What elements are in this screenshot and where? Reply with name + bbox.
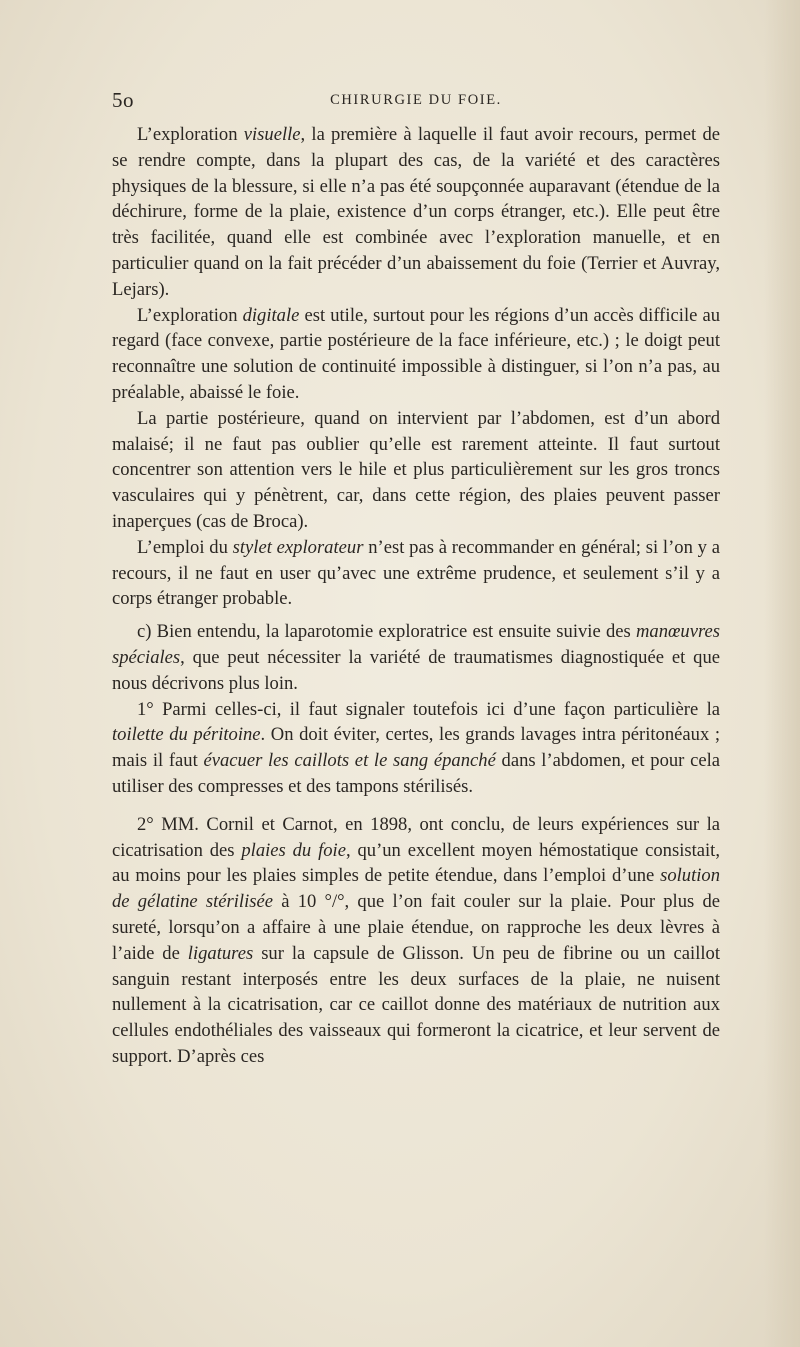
text-run: , la première à laquelle il faut avoir recours, permet de se rendre compte, dans la plupart des cas, de la variété et des caractères physiques de la blessure, si elle n’a pas été soupçonnée auparavant (étendue de la déchirure, forme de la plaie, existence d’un corps étranger, etc.). Elle peut être très facilitée, quand elle est combinée avec l’exploration manuelle, et en particulier quand on la fait précéder d’un abaissement du foie (Terrier et Auvray, Lejars). bbox=[112, 124, 720, 300]
text-run: n’est pas à recommander en général; si l’on y a recours, il ne faut en user qu’avec une extrême prudence, et seulement s’il y a corps étranger probable. bbox=[112, 536, 721, 610]
italic-term: toilette du péritoine bbox=[112, 724, 261, 746]
text-run: sur la capsule de Glisson. Un peu de fibrine ou un caillot sanguin restant interposés entre les deux surfaces de la plaie, ne nuisent nullement à la cicatrisation, car ce caillot donne des matériaux de nutrition aux cellules endothéliales des vaisseaux qui formeront la cicatrice, et leur servent de support. D’après ces bbox=[112, 942, 720, 1067]
text-run: est utile, surtout pour les régions d’un accès difficile au regard (face convexe, partie postérieure de la face inférieure, etc.) ; le doigt peut reconnaître une solution de continuité impossible à distinguer, si l’on n’a pas, au préalable, abaissé le foie. bbox=[112, 304, 720, 403]
text-run: L’emploi du bbox=[137, 536, 233, 558]
text-run: L’exploration bbox=[137, 124, 244, 145]
italic-term: visuelle bbox=[243, 124, 301, 145]
body-text bbox=[112, 122, 720, 1070]
text-run: 1° Parmi celles-ci, il faut signaler toutefois ici d’une façon particulière la bbox=[137, 698, 720, 720]
paragraph bbox=[112, 122, 720, 303]
text-run: dans l’abdomen, et pour cela utiliser des compresses et des tampons stérilisés. bbox=[112, 750, 720, 797]
page-number: 5o bbox=[112, 88, 134, 112]
italic-term: digitale bbox=[242, 304, 300, 326]
text-run: à 10 °/°, que l’on fait couler sur la plaie. Pour plus de sureté, lorsqu’on a affaire à une plaie étendue, on rapproche les deux lèvres à l’aide de bbox=[112, 891, 721, 964]
paragraph bbox=[112, 406, 720, 535]
text-run: 2° MM. Cornil et Carnot, en 1898, ont conclu, de leurs expériences sur la cicatrisation des bbox=[112, 813, 720, 861]
text-run: . On doit éviter, certes, les grands lavages intra péritonéaux ; mais il faut bbox=[112, 724, 720, 772]
text-run: c) Bien entendu, la laparotomie exploratrice est ensuite suivie des bbox=[137, 621, 636, 643]
paragraph bbox=[112, 812, 720, 1070]
italic-term: stylet explorateur bbox=[232, 536, 364, 558]
page-edge-shadow bbox=[764, 0, 800, 1347]
text-run: La partie postérieure, quand on intervient par l’abdomen, est d’un abord malaisé; il ne faut pas oublier qu’elle est rarement atteinte. Il faut surtout concentrer son attention vers le hile et plus particulièrement sur les gros troncs vasculaires qui y pénètrent, car, dans cette région, des plaies peuvent passer inaperçues (cas de Broca). bbox=[112, 407, 720, 532]
page-header bbox=[112, 88, 720, 114]
italic-term: manœuvres spéciales bbox=[112, 621, 720, 668]
paragraph bbox=[112, 303, 720, 406]
paragraph bbox=[112, 697, 720, 800]
italic-term: ligatures bbox=[187, 942, 254, 964]
italic-term: évacuer les caillots et le sang épanché bbox=[203, 750, 496, 772]
paragraph bbox=[112, 535, 720, 612]
running-title: CHIRURGIE DU FOIE. bbox=[330, 92, 502, 108]
text-run: , qu’un excellent moyen hémostatique consistait, au moins pour les plaies simples de petite étendue, dans l’emploi d’une bbox=[112, 839, 720, 887]
text-run: L’exploration bbox=[137, 304, 243, 326]
italic-term: plaies du foie bbox=[241, 839, 346, 861]
paragraph bbox=[112, 619, 720, 696]
italic-term: solution de gélatine stérilisée bbox=[112, 865, 720, 913]
text-run: , que peut nécessiter la variété de traumatismes diagnostiquée et que nous décrivons plus loin. bbox=[112, 646, 720, 694]
